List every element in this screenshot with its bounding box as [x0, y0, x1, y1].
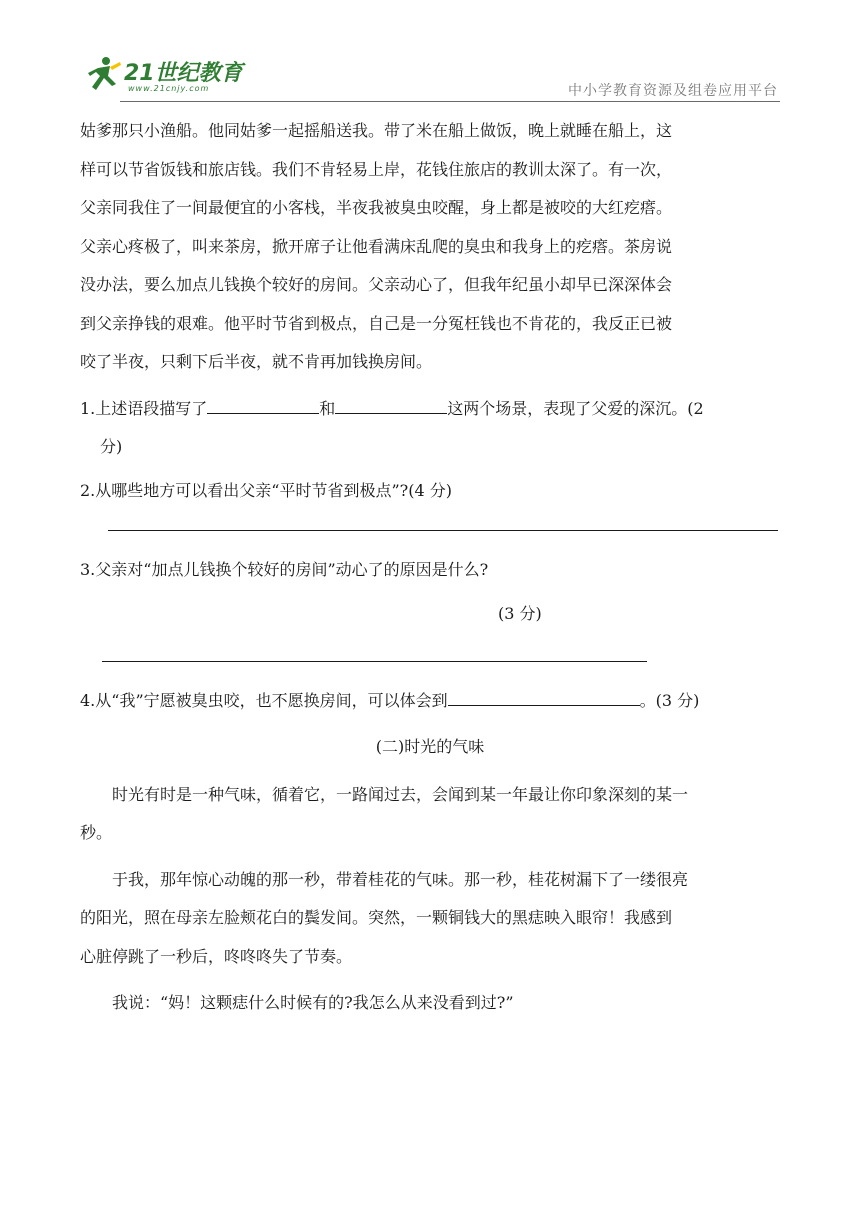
header-divider [120, 101, 780, 102]
question-4: 4.从“我”宁愿被臭虫咬，也不愿换房间，可以体会到 。(3 分) [80, 690, 700, 710]
passage-line: 到父亲挣钱的艰难。他平时节省到极点，自己是一分冤枉钱也不肯花的，我反正已被 [80, 313, 673, 333]
logo-text: 21世纪教育 [124, 61, 243, 86]
passage-line: 姑爹那只小渔船。他同姑爹一起摇船送我。带了米在船上做饭，晚上就睡在船上，这 [80, 121, 673, 140]
document-body [80, 112, 780, 1023]
section-title: (二)时光的气味 [375, 736, 485, 756]
paragraph-line: 于我，那年惊心动魄的那一秒，带着桂花的气味。那一秒，桂花树漏下了一缕很亮 [112, 869, 689, 889]
passage-line: 样可以节省饭钱和旅店钱。我们不肯轻易上岸，花钱住旅店的教训太深了。有一次， [80, 159, 673, 179]
paragraph-line: 心脏停跳了一秒后，咚咚咚失了节奏。 [80, 946, 353, 966]
platform-name: 中小学教育资源及组卷应用平台 [568, 83, 778, 99]
answer-blank[interactable] [335, 397, 447, 414]
passage-line: 咬了半夜，只剩下后半夜，就不肯再加钱换房间。 [80, 352, 433, 371]
page-header [0, 0, 860, 110]
logo-url: www.21cnjy.com [128, 84, 210, 93]
question-2: 2.从哪些地方可以看出父亲“平时节省到极点”?(4 分) [80, 480, 452, 500]
paragraph-line: 我说：“妈！这颗痣什么时候有的?我怎么从来没看到过?” [112, 993, 514, 1012]
passage-line: 没办法，要么加点儿钱换个较好的房间。父亲动心了，但我年纪虽小却早已深深体会 [80, 275, 673, 294]
answer-line[interactable] [102, 661, 647, 662]
answer-blank[interactable] [448, 689, 640, 706]
passage-line: 父亲心疼极了，叫来茶房，掀开席子让他看满床乱爬的臭虫和我身上的疙瘩。茶房说 [80, 236, 673, 256]
paragraph-line: 的阳光，照在母亲左脸颊花白的鬓发间。突然，一颗铜钱大的黑痣映入眼帘！我感到 [80, 908, 673, 927]
runner-icon [84, 54, 128, 98]
question-3: 3.父亲对“加点儿钱换个较好的房间”动心了的原因是什么? [80, 559, 489, 579]
paragraph-line: 秒。 [80, 823, 113, 842]
logo [84, 54, 254, 102]
question-1-cont: 分) [100, 436, 123, 456]
answer-line[interactable] [108, 530, 778, 531]
passage-1 [80, 112, 780, 382]
paragraph-line: 时光有时是一种气味，循着它，一路闻过去，会闻到某一年最让你印象深刻的某一 [112, 784, 689, 804]
answer-blank[interactable] [207, 397, 319, 414]
passage-line: 父亲同我住了一间最便宜的小客栈，半夜我被臭虫咬醒，身上都是被咬的大红疙瘩。 [80, 198, 673, 217]
question-3-score: (3 分) [498, 603, 542, 623]
question-1: 1.上述语段描写了 和 这两个场景，表现了父爱的深沉。(2 [80, 398, 704, 418]
